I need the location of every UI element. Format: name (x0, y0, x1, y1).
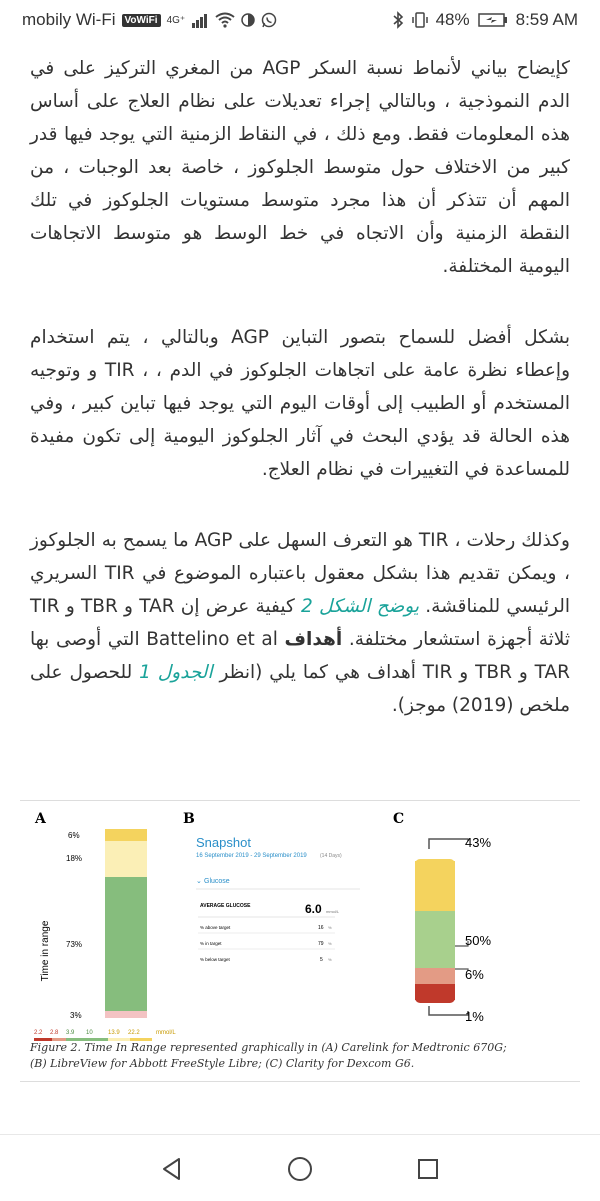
in-target-unit: % (328, 941, 332, 946)
bar-c-in-range (415, 911, 455, 968)
paragraph-3 (30, 524, 570, 722)
recents-square-icon (416, 1157, 440, 1181)
carrier-label: mobily Wi-Fi (22, 10, 116, 29)
bluetooth-icon (392, 11, 404, 29)
above-target-label: % above target (200, 925, 231, 930)
recents-button[interactable] (408, 1149, 448, 1189)
home-circle-icon (286, 1155, 314, 1183)
a-pct-3: 3% (70, 1011, 82, 1020)
scale-2-8: 2.8 (50, 1030, 59, 1036)
figure-2-graphic (20, 801, 580, 1041)
signal-icon (191, 12, 209, 28)
above-target-unit: % (328, 925, 332, 930)
snapshot-days: (14 Days) (320, 853, 342, 859)
network-type: 4G⁺ (166, 14, 186, 26)
paragraph-3-text-c: Battelino et al التي أوصى بها TAR و TBR و TIR أهداف هي كما يلي (انظر (30, 629, 571, 683)
data-saver-icon (241, 13, 255, 27)
paragraph-3-bold: أهداف (284, 629, 343, 650)
battery-percent: 48% (435, 10, 470, 29)
whatsapp-icon (261, 12, 277, 28)
vowifi-badge: VoWiFi (122, 14, 161, 27)
status-bar (0, 0, 600, 40)
battery-icon (478, 13, 508, 27)
a-pct-top: 6% (68, 831, 80, 840)
below-target-unit: % (328, 957, 332, 962)
panel-a-ylabel: Time in range (40, 920, 51, 982)
scale-10: 10 (86, 1030, 93, 1036)
paragraph-2: بشكل أفضل للسماح بتصور التباين AGP وبالتالي ، يتم استخدام وإعطاء نظرة عامة على اتجاهات الجلوكوز في الدم ، ، TIR و وتوجيه المستخدم أو الطبيب إلى أوقات اليوم التي يوجد فيها تباين كبير ، وفي هذه الحالة قد يؤدي البحث في آثار الجلوكوز اليومية إلى تكون مفيدة للمساعدة في التغييرات في نظام العلاج. (30, 327, 571, 480)
scale-3-9: 3.9 (66, 1030, 75, 1036)
paragraph-3-text-d: للحصول على ملخص (2019) موجز). (30, 662, 570, 716)
a-pct-73: 73% (66, 940, 83, 949)
below-target-label: % below target (200, 957, 230, 962)
scale-unit: mmol/L (156, 1030, 176, 1036)
wifi-icon (215, 12, 235, 28)
in-target-value: 79 (318, 941, 324, 947)
c-pct-low: 6% (465, 967, 484, 982)
clock: 8:59 AM (515, 10, 578, 29)
back-button[interactable] (152, 1149, 192, 1189)
paragraph-3-text-b: كيفية عرض إن TAR و TBR و TIR ثلاثة أجهزة استشعار مختلفة. (30, 596, 570, 650)
avg-glucose-label: AVERAGE GLUCOSE (200, 903, 251, 909)
navigation-bar (0, 1134, 600, 1201)
below-target-value: 5 (320, 957, 323, 963)
bar-c-low (415, 968, 455, 984)
figure-caption (30, 1040, 570, 1072)
vibrate-icon (412, 11, 428, 29)
c-pct-high: 43% (465, 835, 492, 850)
snapshot-dates: 16 September 2019 - 29 September 2019 (196, 853, 307, 859)
above-target-value: 16 (318, 925, 324, 931)
avg-glucose-unit: mmol/L (326, 909, 340, 914)
caption-line-2: (B) LibreView for Abbott FreeStyle Libre; (C) Clarity for Dexcom G6. (30, 1057, 415, 1070)
paragraph-1: كإيضاح بياني لأنماط نسبة السكر AGP من المغري التركيز على في الدم النموذجية ، وبالتالي إجراء تعديلات على نظام العلاج على أساس هذه المعلومات فقط. ومع ذلك ، في النقاط الزمنية التي يوجد فيها قدر كبير من الاختلاف حول متوسط الجلوكوز ، خاصة بعد الوجبات ، من المهم أن تتذكر أن هذا مجرد متوسط مستويات الجلوكوز في تلك النقطة الزمنية وأن الاتجاه في خط الوسط هو متوسط الاتجاهات اليومية المختلفة. (30, 58, 570, 277)
in-target-label: % in target (200, 941, 222, 946)
back-triangle-icon (159, 1156, 185, 1182)
c-pct-very-low: 1% (465, 1009, 484, 1024)
scale-13-9: 13.9 (108, 1030, 120, 1036)
paragraph-3-text-a: وكذلك رحلات ، TIR هو التعرف السهل على AGP ما يسمح به الجلوكوز ، ويمكن تقديم هذا بشكل معقول باعتباره الموضوع في TIR السريري الرئيسي للمناقشة. (30, 530, 570, 617)
bar-a-high (105, 841, 147, 877)
table-1-link[interactable]: الجدول 1 (139, 662, 213, 683)
c-pct-in: 50% (465, 933, 492, 948)
bar-a-very-high (105, 829, 147, 841)
bar-a-in-range (105, 877, 147, 1011)
home-button[interactable] (280, 1149, 320, 1189)
panel-b-label: B (183, 811, 195, 827)
avg-glucose-value: 6.0 (305, 902, 322, 916)
glucose-section: Glucose (204, 878, 230, 885)
caption-line-1: Figure 2. Time In Range represented graphically in (A) Carelink for Medtronic 670G; (30, 1041, 507, 1054)
a-pct-18: 18% (66, 854, 83, 863)
svg-text:⌄: ⌄ (196, 878, 202, 885)
scale-2-2: 2.2 (34, 1030, 43, 1036)
bar-a-low (105, 1011, 147, 1018)
figure-2-link[interactable]: يوضح الشكل 2 (301, 596, 420, 617)
scale-22-2: 22.2 (128, 1030, 140, 1036)
article-body (30, 52, 570, 760)
snapshot-title: Snapshot (196, 835, 251, 850)
panel-c-label: C (393, 811, 405, 827)
panel-a-label: A (35, 811, 46, 827)
